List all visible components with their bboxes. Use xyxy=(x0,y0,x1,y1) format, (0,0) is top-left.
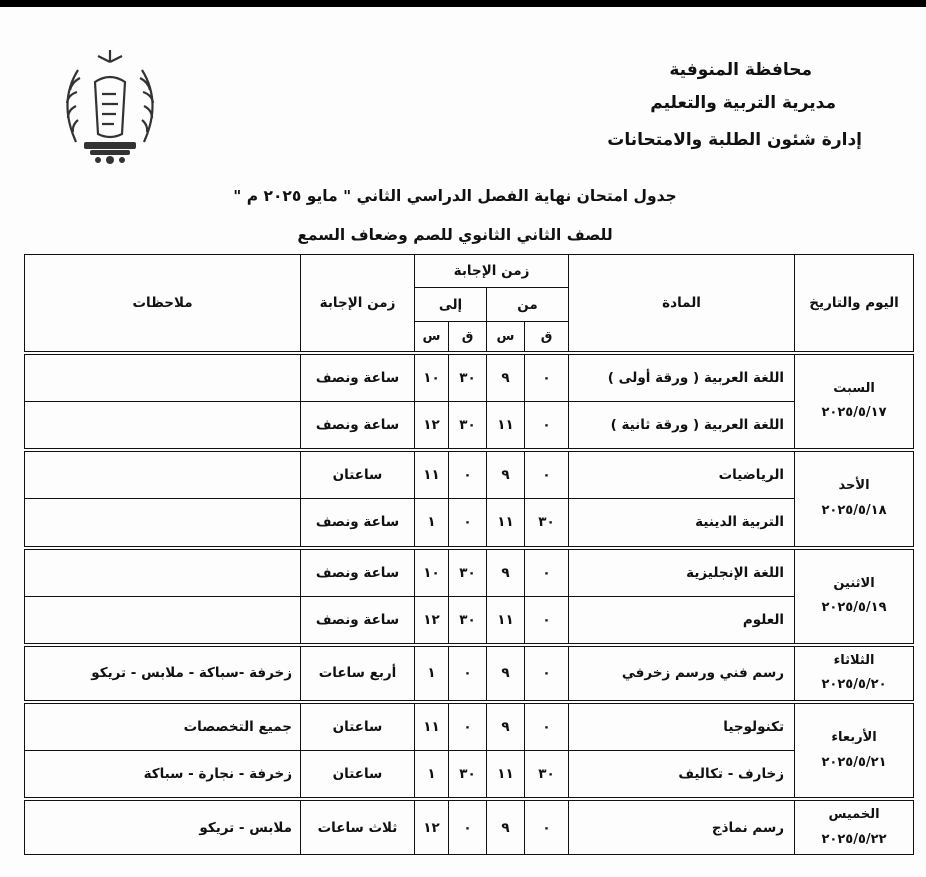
notes-cell xyxy=(25,596,301,645)
duration-cell: ساعتان xyxy=(301,450,415,499)
exam-date: ٢٠٢٥/٥/١٩ xyxy=(821,600,887,616)
header-notes: ملاحظات xyxy=(25,255,301,353)
duration-cell: ثلاث ساعات xyxy=(301,799,415,854)
exam-date: ٢٠٢٥/٥/٢٢ xyxy=(821,831,887,847)
from-minute-cell: ٣٠ xyxy=(525,499,569,548)
day-name: السبت xyxy=(833,380,875,396)
notes-cell xyxy=(25,548,301,597)
subject-cell: العلوم xyxy=(569,596,795,645)
to-hour-cell: ١٠ xyxy=(415,548,449,597)
notes-cell: جميع التخصصات xyxy=(25,702,301,751)
table-row xyxy=(25,499,914,548)
from-hour-cell: ٩ xyxy=(487,353,525,402)
notes-cell: ملابس - تريكو xyxy=(25,799,301,854)
to-minute-cell: ٣٠ xyxy=(449,353,487,402)
duration-cell: ساعتان xyxy=(301,702,415,751)
table-row xyxy=(25,645,914,702)
to-minute-cell: ٣٠ xyxy=(449,401,487,450)
notes-cell: زخرفة -سباكة - ملابس - تريكو xyxy=(25,645,301,702)
to-hour-cell: ١ xyxy=(415,499,449,548)
from-minute-cell: ٠ xyxy=(525,596,569,645)
header-from-minute: ق xyxy=(525,322,569,353)
day-date-cell xyxy=(795,799,914,854)
schedule-subtitle: للصف الثاني الثانوي للصم وضعاف السمع xyxy=(297,226,613,244)
from-hour-cell: ١١ xyxy=(487,596,525,645)
header-from-hour: س xyxy=(487,322,525,353)
to-minute-cell: ٠ xyxy=(449,645,487,702)
notes-cell xyxy=(25,499,301,548)
from-minute-cell: ٠ xyxy=(525,799,569,854)
to-hour-cell: ١٢ xyxy=(415,596,449,645)
to-hour-cell: ١١ xyxy=(415,450,449,499)
notes-cell xyxy=(25,450,301,499)
duration-cell: ساعة ونصف xyxy=(301,596,415,645)
schedule-title: جدول امتحان نهاية الفصل الدراسي الثاني " مايو ٢٠٢٥ م " xyxy=(233,187,677,205)
from-minute-cell: ٠ xyxy=(525,450,569,499)
from-minute-cell: ٠ xyxy=(525,353,569,402)
duration-cell: ساعة ونصف xyxy=(301,353,415,402)
duration-cell: ساعة ونصف xyxy=(301,401,415,450)
exam-date: ٢٠٢٥/٥/٢٠ xyxy=(821,677,887,693)
exam-date: ٢٠٢٥/٥/١٨ xyxy=(821,502,887,518)
header-to-hour: س xyxy=(415,322,449,353)
table-row xyxy=(25,548,914,597)
to-hour-cell: ١ xyxy=(415,645,449,702)
day-name: الأربعاء xyxy=(831,729,877,745)
day-date-cell xyxy=(795,548,914,646)
table-row xyxy=(25,353,914,402)
to-hour-cell: ١١ xyxy=(415,702,449,751)
from-minute-cell: ٣٠ xyxy=(525,751,569,800)
from-minute-cell: ٠ xyxy=(525,401,569,450)
from-hour-cell: ٩ xyxy=(487,645,525,702)
to-minute-cell: ٣٠ xyxy=(449,548,487,597)
from-hour-cell: ٩ xyxy=(487,548,525,597)
from-minute-cell: ٠ xyxy=(525,645,569,702)
from-hour-cell: ٩ xyxy=(487,450,525,499)
from-minute-cell: ٠ xyxy=(525,702,569,751)
duration-cell: ساعتان xyxy=(301,751,415,800)
subject-cell: رسم فني ورسم زخرفي xyxy=(569,645,795,702)
table-row xyxy=(25,596,914,645)
notes-cell xyxy=(25,401,301,450)
exam-schedule-table xyxy=(24,254,914,855)
to-hour-cell: ١ xyxy=(415,751,449,800)
day-name: الاثنين xyxy=(833,575,875,591)
top-border xyxy=(0,0,926,7)
day-date-cell xyxy=(795,450,914,548)
header-day-date: اليوم والتاريخ xyxy=(795,255,914,353)
subject-cell: رسم نماذج xyxy=(569,799,795,854)
table-row xyxy=(25,450,914,499)
to-minute-cell: ٠ xyxy=(449,499,487,548)
duration-cell: أربع ساعات xyxy=(301,645,415,702)
department-label: إدارة شئون الطلبة والامتحانات xyxy=(607,130,862,150)
header-answer-time-group: زمن الإجابة xyxy=(415,255,569,288)
from-minute-cell: ٠ xyxy=(525,548,569,597)
header-duration: زمن الإجابة xyxy=(301,255,415,353)
notes-cell xyxy=(25,353,301,402)
to-minute-cell: ٣٠ xyxy=(449,751,487,800)
subject-cell: تكنولوجيا xyxy=(569,702,795,751)
subject-cell: اللغة الإنجليزية xyxy=(569,548,795,597)
to-hour-cell: ١٢ xyxy=(415,401,449,450)
day-name: الأحد xyxy=(838,478,870,494)
to-minute-cell: ٠ xyxy=(449,799,487,854)
subject-cell: التربية الدينية xyxy=(569,499,795,548)
day-name: الخميس xyxy=(828,806,880,822)
header-to: إلى xyxy=(415,288,487,322)
from-hour-cell: ١١ xyxy=(487,401,525,450)
subject-cell: اللغة العربية ( ورقة أولى ) xyxy=(569,353,795,402)
to-minute-cell: ٠ xyxy=(449,450,487,499)
duration-cell: ساعة ونصف xyxy=(301,548,415,597)
header-from: من xyxy=(487,288,569,322)
table-row xyxy=(25,751,914,800)
subject-cell: اللغة العربية ( ورقة ثانية ) xyxy=(569,401,795,450)
day-name: الثلاثاء xyxy=(833,652,875,668)
governorate-label: محافظة المنوفية xyxy=(669,60,812,80)
exam-date: ٢٠٢٥/٥/١٧ xyxy=(821,405,887,421)
from-hour-cell: ٩ xyxy=(487,702,525,751)
day-date-cell xyxy=(795,702,914,800)
from-hour-cell: ٩ xyxy=(487,799,525,854)
from-hour-cell: ١١ xyxy=(487,499,525,548)
subject-cell: زخارف - تكاليف xyxy=(569,751,795,800)
table-row xyxy=(25,799,914,854)
table-row xyxy=(25,702,914,751)
from-hour-cell: ١١ xyxy=(487,751,525,800)
to-minute-cell: ٣٠ xyxy=(449,596,487,645)
duration-cell: ساعة ونصف xyxy=(301,499,415,548)
day-date-cell xyxy=(795,353,914,451)
exam-date: ٢٠٢٥/٥/٢١ xyxy=(821,754,887,770)
table-row xyxy=(25,401,914,450)
day-date-cell xyxy=(795,645,914,702)
notes-cell: زخرفة - نجارة - سباكة xyxy=(25,751,301,800)
to-minute-cell: ٠ xyxy=(449,702,487,751)
to-hour-cell: ١٢ xyxy=(415,799,449,854)
subject-cell: الرياضيات xyxy=(569,450,795,499)
header-subject: المادة xyxy=(569,255,795,353)
to-hour-cell: ١٠ xyxy=(415,353,449,402)
header-to-minute: ق xyxy=(449,322,487,353)
directorate-label: مديرية التربية والتعليم xyxy=(650,93,836,113)
emblem-icon xyxy=(50,42,170,167)
